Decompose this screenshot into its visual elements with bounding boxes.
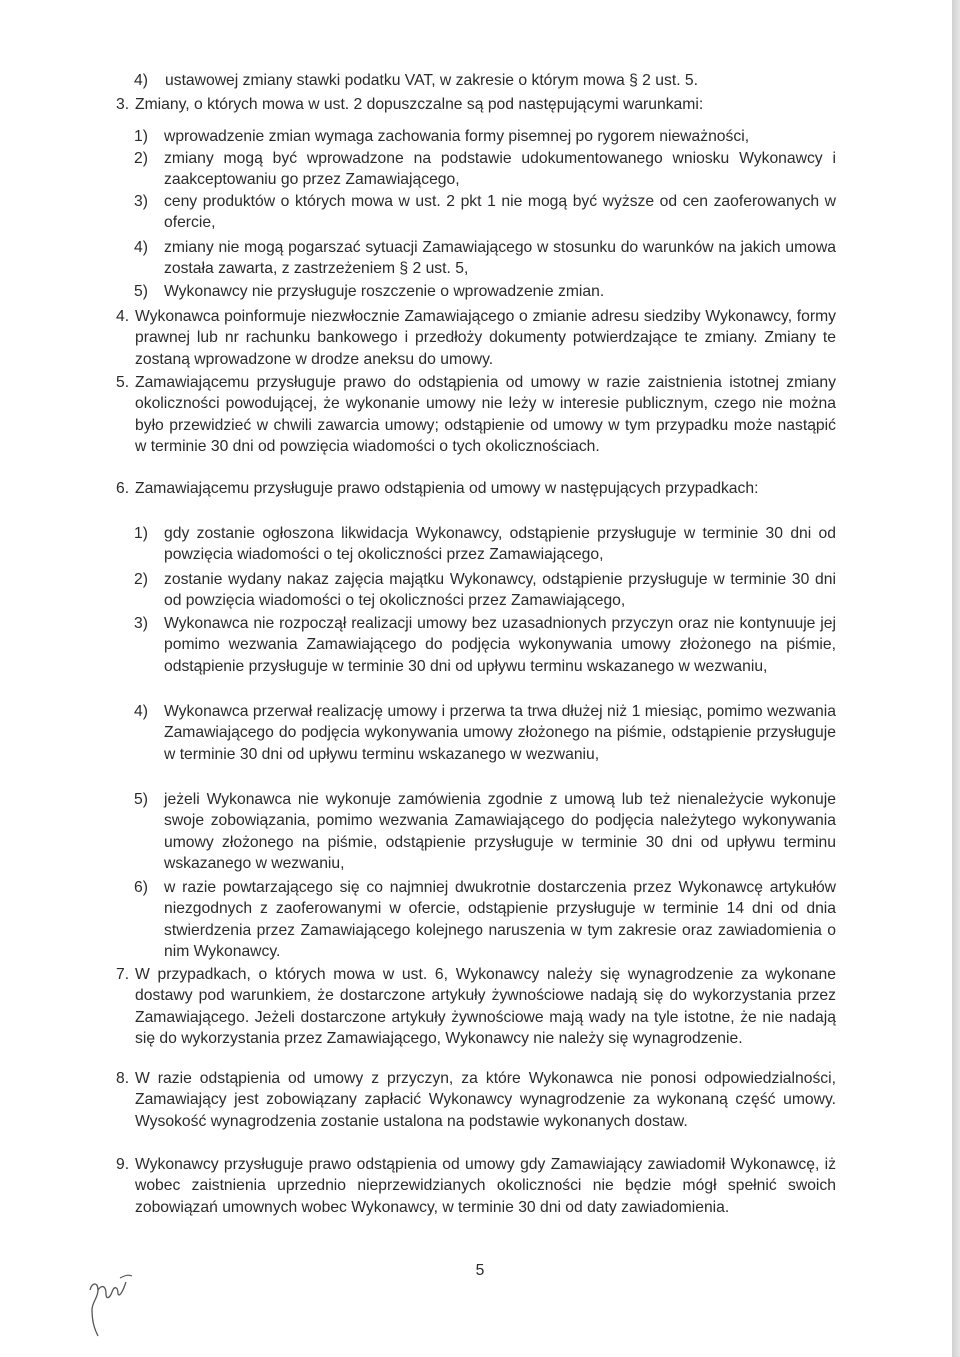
paragraph-label: 8.	[116, 1070, 130, 1087]
item-text: jeżeli Wykonawca nie wykonuje zamówienia zgodnie z umową lub też nienależycie wykonuje swoje zobowiązania, pomimo wezwania Zamawiającego do podjęcia należytego wykonywania umowy złożonego na piśmie, odstąpienie przysługuje w terminie 30 dni od upływu terminu wskazanego w wezwaniu,	[164, 791, 836, 872]
item-label: 6)	[134, 879, 148, 896]
list-item-6-5	[134, 789, 836, 874]
item-label: 4)	[134, 72, 148, 89]
paragraph-label: 6.	[116, 480, 130, 497]
list-item-3-3	[134, 191, 836, 234]
list-item-6-1	[134, 523, 836, 566]
item-label: 3)	[134, 193, 148, 210]
item-label: 1)	[134, 525, 148, 542]
item-text: zostanie wydany nakaz zajęcia majątku Wykonawcy, odstąpienie przysługuje w terminie 30 dni od powzięcia wiadomości o tej okoliczności przez Zamawiającego,	[164, 571, 836, 610]
paragraph-label: 4.	[116, 308, 130, 325]
list-item-6-4	[134, 701, 836, 765]
paragraph-9	[116, 1154, 836, 1218]
item-label: 5)	[134, 791, 148, 808]
paragraph-label: 7.	[116, 966, 130, 983]
list-item-3-4	[134, 237, 836, 280]
item-label: 2)	[134, 150, 148, 167]
handwritten-initials-signature	[82, 1268, 142, 1338]
list-item-6-3	[134, 613, 836, 677]
item-text: Wykonawcy nie przysługuje roszczenie o wprowadzenie zmian.	[164, 283, 605, 300]
item-text: Wykonawca przerwał realizację umowy i przerwa ta trwa dłużej niż 1 miesiąc, pomimo wezwania Zamawiającego do podjęcia wykonywania umowy złożonego na piśmie, odstąpienie przysługuje w terminie 30 dni od upływu terminu wskazanego w wezwaniu,	[164, 703, 836, 763]
paragraph-text: Zmiany, o których mowa w ust. 2 dopuszczalne są pod następującymi warunkami:	[135, 96, 704, 113]
item-text: wprowadzenie zmian wymaga zachowania formy pisemnej po rygorem nieważności,	[164, 128, 750, 145]
page-edge-shadow	[952, 0, 960, 1357]
list-item-3-2	[134, 148, 836, 191]
item-text: ustawowej zmiany stawki podatku VAT, w zakresie o którym mowa § 2 ust. 5.	[165, 72, 698, 89]
paragraph-6	[116, 478, 836, 499]
paragraph-text: Zamawiającemu przysługuje prawo odstąpienia od umowy w następujących przypadkach:	[135, 480, 759, 497]
item-label: 3)	[134, 615, 148, 632]
paragraph-text: Zamawiającemu przysługuje prawo do odstąpienia od umowy w razie zaistnienia istotnej zmiany okoliczności powodującej, że wykonanie umowy nie leży w interesie publicznym, czego nie można było przewidzieć w chwili zawarcia umowy; odstąpienie od umowy w tym przypadku może nastąpić w terminie 30 dni od powzięcia wiadomości o tych okolicznościach.	[135, 374, 836, 455]
paragraph-label: 3.	[116, 96, 130, 113]
list-item-6-6	[134, 877, 836, 962]
paragraph-label: 9.	[116, 1156, 130, 1173]
item-text: gdy zostanie ogłoszona likwidacja Wykonawcy, odstąpienie przysługuje w terminie 30 dni od powzięcia wiadomości o tej okoliczności przez Zamawiającego,	[164, 525, 836, 564]
paragraph-3	[116, 94, 836, 115]
item-label: 2)	[134, 571, 148, 588]
item-label: 1)	[134, 128, 148, 145]
paragraph-label: 5.	[116, 374, 130, 391]
item-text: Wykonawca nie rozpoczął realizacji umowy bez uzasadnionych przyczyn oraz nie kontynuuje jej pomimo wezwania Zamawiającego do podjęcia wykonywania umowy złożonego na piśmie, odstąpienie przysługuje w terminie 30 dni od upływu terminu wskazanego w wezwaniu,	[164, 615, 836, 675]
paragraph-4	[116, 306, 836, 370]
item-text: w razie powtarzającego się co najmniej dwukrotnie dostarczenia przez Wykonawcę artykułów niezgodnych z zaoferowanymi w ofercie, odstąpienie przysługuje w terminie 14 dni od dnia stwierdzenia przez Zamawiającego kolejnego naruszenia w tym zakresie oraz zawiadomienia o nim Wykonawcy.	[164, 879, 836, 960]
item-label: 5)	[134, 283, 148, 300]
item-label: 4)	[134, 703, 148, 720]
paragraph-text: Wykonawcy przysługuje prawo odstąpienia od umowy gdy Zamawiający zawiadomił Wykonawcę, iż wobec zaistnienia uprzednio nieprzewidzianych okoliczności nie będzie mógł spełnić swoich zobowiązań umownych wobec Wykonawcy, w terminie 30 dni od daty zawiadomienia.	[135, 1156, 836, 1216]
paragraph-7	[116, 964, 836, 1049]
paragraph-text: W przypadkach, o których mowa w ust. 6, Wykonawcy należy się wynagrodzenie za wykonane dostawy pod warunkiem, że dostarczone artykuły żywnościowe nadają się do wykorzystania przez Zamawiającego. Jeżeli dostarczone artykuły żywnościowe mają wady na tyle istotne, że nie nadają się do wykorzystania przez Zamawiającego, Wykonawcy nie należy się wynagrodzenie.	[135, 966, 836, 1047]
item-label: 4)	[134, 239, 148, 256]
list-item-3-5	[134, 281, 836, 302]
item-text: ceny produktów o których mowa w ust. 2 pkt 1 nie mogą być wyższe od cen zaoferowanych w ofercie,	[164, 193, 836, 232]
paragraph-5	[116, 372, 836, 457]
paragraph-text: Wykonawca poinformuje niezwłocznie Zamawiającego o zmianie adresu siedziby Wykonawcy, formy prawnej lub nr rachunku bankowego i przedłoży dokumenty potwierdzające te zmiany. Zmiany te zostaną wprowadzone w drodze aneksu do umowy.	[135, 308, 836, 368]
paragraph-8	[116, 1068, 836, 1132]
list-item-4-vat	[134, 70, 834, 91]
list-item-6-2	[134, 569, 836, 612]
item-text: zmiany nie mogą pogarszać sytuacji Zamawiającego w stosunku do warunków na jakich umowa została zawarta, z zastrzeżeniem § 2 ust. 5,	[164, 239, 836, 278]
item-text: zmiany mogą być wprowadzone na podstawie udokumentowanego wniosku Wykonawcy i zaakceptowaniu go przez Zamawiającego,	[164, 150, 836, 189]
paragraph-text: W razie odstąpienia od umowy z przyczyn, za które Wykonawca nie ponosi odpowiedzialności, Zamawiający jest zobowiązany zapłacić Wykonawcy wynagrodzenie za wykonaną część umowy. Wysokość wynagrodzenia zostanie ustalona na podstawie wykonanych dostaw.	[135, 1070, 836, 1130]
list-item-3-1	[134, 126, 836, 147]
page-number: 5	[475, 1262, 485, 1279]
